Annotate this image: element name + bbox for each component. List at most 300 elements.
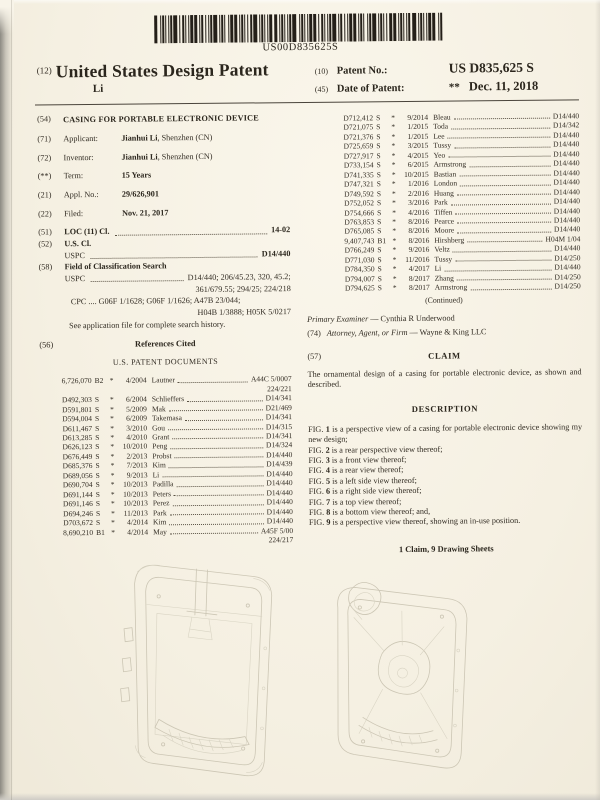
ref-classification: D14/440	[553, 158, 580, 168]
ref-star: *	[392, 273, 397, 283]
figure-description-line: FIG. 7 is a top view thereof;	[308, 496, 402, 507]
ref-date: 8/2017	[408, 282, 430, 293]
ref-number: D794,007	[344, 273, 375, 284]
ref-classification: D14/440	[553, 149, 580, 159]
dot-leader	[444, 263, 551, 271]
ref-classification: D14/440	[553, 130, 580, 140]
ref-inventor-name: Li	[434, 263, 442, 273]
field-label: Field of Classification Search	[64, 261, 167, 272]
claim-header	[307, 349, 581, 362]
loc-classification-row	[38, 226, 290, 239]
ref-inventor-name: Kim	[152, 460, 166, 470]
field-value-bold: 15 Years	[121, 170, 152, 181]
ref-kind-code: S	[94, 395, 100, 405]
ref-number: D594,004	[62, 414, 93, 424]
ref-kind-code: S	[95, 461, 100, 471]
ref-star: *	[109, 404, 114, 414]
ref-date: 9/2014	[407, 112, 429, 122]
ref-kind-code: B2	[94, 376, 104, 386]
dot-leader	[460, 178, 550, 186]
ref-star: *	[392, 226, 397, 236]
ref-star: *	[391, 179, 396, 189]
ref-inventor-name: Lee	[433, 131, 445, 141]
ref-star: *	[110, 480, 115, 490]
ref-number: D749,592	[344, 188, 374, 199]
patent-date-row	[315, 78, 577, 96]
ref-star: *	[391, 160, 396, 170]
right-column	[305, 109, 583, 556]
ref-inventor-name: Grant	[152, 432, 170, 442]
figure-number: 3	[325, 455, 330, 465]
ref-number: D611,467	[62, 423, 93, 433]
invention-title: CASING FOR PORTABLE ELECTRONIC DEVICE	[63, 113, 259, 125]
uspc-label: USPC	[64, 250, 85, 261]
ref-kind-code: S	[377, 245, 382, 255]
ref-date: 8/2016	[408, 226, 430, 236]
figure-number: 5	[325, 476, 331, 486]
ref-inventor-name: May	[153, 526, 167, 536]
ref-star: *	[110, 461, 115, 471]
ref-classification: D14/250	[554, 253, 581, 263]
patent-header	[1, 50, 600, 102]
ref-date: 6/2009	[126, 413, 148, 423]
field-value-bold: 29/626,901	[121, 189, 159, 199]
ref-number: 8,690,210	[63, 527, 94, 537]
ref-number: D741,335	[343, 170, 374, 180]
ref-date: 8/2016	[408, 235, 430, 245]
ref-kind-code: S	[377, 264, 382, 274]
ref-star: *	[391, 131, 396, 142]
figure-description-line: FIG. 1 is a perspective view of a casing for portable electronic device showing my new design;	[308, 422, 583, 445]
field-code: (72)	[37, 153, 52, 163]
field-label: Filed:	[63, 208, 84, 219]
ref-inventor-name: Padilla	[152, 479, 174, 489]
ref-kind-code: S	[376, 160, 381, 170]
ref-classification: D14/440	[553, 186, 580, 197]
ref-kind-code: B1	[96, 527, 105, 537]
ref-number: D691,144	[62, 489, 93, 500]
uspc-row	[38, 249, 290, 262]
dot-leader	[169, 516, 263, 524]
ref-inventor-name: Park	[152, 507, 167, 518]
ref-star: *	[392, 254, 397, 264]
ref-star: *	[111, 527, 116, 537]
ref-number: D754,666	[344, 207, 375, 218]
bibliographic-field-row	[38, 170, 290, 183]
ref-star: *	[392, 235, 397, 246]
ref-number: D492,303	[61, 395, 92, 405]
title-code: (54)	[37, 114, 51, 124]
figure-description-line: FIG. 5 is a left side view thereof;	[308, 475, 417, 486]
ref-star: *	[109, 395, 114, 405]
ref-kind-code: S	[377, 255, 382, 265]
ref-kind-code: S	[95, 470, 100, 480]
ref-date: 4/2010	[126, 432, 148, 442]
dot-leader	[169, 460, 263, 468]
claim-code: (57)	[307, 351, 322, 362]
dot-leader	[459, 168, 550, 176]
ref-classification: D14/324	[265, 440, 293, 450]
ref-classification: D14/440	[266, 468, 293, 479]
ref-kind-code: S	[95, 451, 100, 461]
ref-inventor-name: Peters	[152, 488, 172, 499]
ref-star: *	[110, 442, 115, 452]
ref-number: D626,123	[62, 442, 93, 452]
ref-kind-code: S	[376, 132, 381, 142]
field-cpc-line2: H04B 1/3888; H05K 5/0217	[197, 307, 292, 318]
dot-leader	[170, 526, 258, 534]
ref-kind-code: S	[95, 423, 100, 433]
dot-leader	[187, 394, 262, 402]
bibliographic-field-row	[38, 207, 290, 220]
figure-descriptions	[308, 422, 583, 529]
ref-number: D613,285	[62, 433, 93, 443]
ref-date: 11/2016	[405, 254, 430, 264]
ref-date: 1/2015	[407, 131, 429, 141]
ref-inventor-name: Hirshberg	[434, 235, 465, 245]
dot-leader	[448, 131, 551, 139]
ref-kind-code: S	[377, 283, 382, 293]
field-value: Jianhui Li, Shenzhen (CN)	[121, 132, 213, 143]
ref-inventor-name: Park	[433, 197, 448, 207]
ref-number: 9,407,743	[344, 236, 375, 246]
header-left	[37, 59, 315, 102]
field-value	[122, 207, 290, 219]
ref-date: 11/2013	[123, 508, 148, 518]
dot-leader	[457, 216, 551, 224]
ref-number: D763,853	[344, 217, 375, 227]
ref-date: 6/2004	[125, 394, 147, 404]
attorney-code: (74)	[307, 328, 321, 338]
patent-date-code: (45)	[314, 84, 329, 94]
figure-number: 8	[326, 507, 331, 517]
ref-kind-code: S	[95, 518, 101, 528]
ref-date: 5/2009	[126, 404, 147, 414]
ref-classification: D14/440	[266, 450, 293, 460]
ref-date: 4/2014	[127, 527, 149, 537]
ref-kind-code: S	[376, 198, 382, 208]
ref-date: 4/2016	[408, 207, 430, 217]
ref-number: D747,321	[343, 179, 374, 189]
ref-classification: D14/440	[266, 497, 293, 507]
ref-kind-code: S	[377, 217, 382, 227]
ref-kind-code: S	[376, 141, 381, 151]
figure-description-line: FIG. 4 is a rear view thereof;	[308, 465, 404, 476]
ref-kind-code: S	[376, 188, 382, 198]
ref-inventor-name: Tiffen	[433, 207, 453, 217]
ref-star: *	[110, 413, 114, 423]
figure-drawing-front-perspective	[101, 548, 308, 800]
ref-classification: D14/440	[553, 224, 581, 235]
dot-leader	[467, 235, 542, 243]
attorney-label: Attorney, Agent, or Firm	[326, 327, 408, 338]
ref-date: 4/2004	[125, 375, 147, 385]
ref-classification: D14/440	[266, 478, 293, 488]
dot-leader	[451, 121, 550, 129]
ref-date: 3/2015	[407, 141, 429, 151]
ref-star: *	[391, 113, 396, 123]
reference-row	[331, 281, 581, 293]
ref-star: *	[110, 470, 115, 480]
figure-number: 4	[325, 466, 330, 476]
uspc-value: D14/440	[261, 248, 291, 259]
photo-edge-right	[595, 0, 600, 800]
patent-number-row	[315, 59, 577, 78]
loc-label: LOC (11) Cl.	[64, 227, 110, 237]
continued-note: (Continued)	[424, 295, 463, 305]
ref-number: D727,917	[343, 151, 374, 161]
dot-leader	[455, 206, 550, 214]
ref-inventor-name: Yeo	[433, 150, 446, 160]
dot-leader	[448, 149, 550, 157]
us-cl-row	[38, 237, 290, 250]
ref-number: D771,030	[344, 255, 375, 265]
figure-description-line: FIG. 6 is a right side view thereof;	[308, 486, 422, 497]
dot-leader	[169, 403, 263, 411]
figure-description-line: FIG. 3 is a front view thereof;	[308, 454, 407, 465]
field-uspc-line1: D14/440; 206/45.23, 320, 45.2;	[187, 272, 291, 283]
claim-title: CLAIM	[428, 350, 461, 361]
primary-examiner-value: — Cynthia R Underwood	[370, 313, 455, 324]
references-cited-header	[39, 338, 291, 351]
ref-classification: D14/440	[266, 506, 293, 516]
field-code: (**)	[37, 171, 52, 181]
ref-inventor-name: Tussy	[433, 140, 452, 151]
dot-leader	[454, 140, 550, 148]
bibliographic-fields	[37, 132, 290, 219]
ref-classification: D14/440	[554, 243, 581, 253]
ref-inventor-name: Gou	[152, 422, 166, 433]
barcode-bars-icon	[150, 13, 450, 44]
field-label: Appl. No.:	[63, 190, 99, 200]
ref-number: 6,726,070	[61, 376, 92, 386]
ref-date: 4/2015	[407, 150, 429, 160]
dot-leader	[451, 197, 551, 205]
page-crease-line	[11, 0, 12, 800]
ref-inventor-name: Veltz	[434, 244, 450, 255]
invention-title-section	[37, 112, 289, 125]
header-right	[315, 56, 577, 99]
description-header: DESCRIPTION	[411, 403, 479, 415]
ref-star: *	[110, 423, 115, 433]
ref-number: D784,350	[344, 264, 375, 274]
dot-leader	[185, 412, 263, 420]
claim-text: The ornamental design of a casing for portable electronic device, as shown and described.	[307, 367, 582, 389]
ref-number: D766,249	[344, 245, 375, 255]
field-code: (21)	[37, 190, 52, 200]
field-value	[122, 188, 290, 200]
figure-number: 2	[325, 445, 330, 455]
ref-kind-code: S	[377, 273, 382, 283]
ref-kind-code: S	[376, 169, 381, 179]
ref-star: *	[110, 489, 115, 499]
ref-date: 4/2014	[127, 517, 149, 527]
ref-inventor-name: Lautner	[151, 375, 176, 385]
patent-date-label: Date of Patent:	[336, 83, 405, 95]
us-cl-label: U.S. Cl.	[64, 239, 92, 249]
ref-inventor-name: Huang	[433, 188, 454, 198]
dot-leader	[91, 249, 258, 259]
ref-classification: D14/440	[552, 111, 580, 121]
ref-date: 3/2016	[408, 197, 429, 208]
loc-value: 14-02	[271, 225, 291, 235]
dot-leader	[174, 450, 263, 458]
ref-star: *	[392, 245, 397, 255]
photo-edge-top	[0, 0, 600, 4]
ref-number: D712,412	[343, 113, 374, 123]
ref-date: 3/2010	[126, 423, 148, 433]
references-list-left	[48, 374, 294, 546]
dot-leader	[454, 112, 550, 120]
ref-inventor-name: Kim	[152, 517, 167, 527]
primary-examiner-line	[307, 313, 581, 326]
uspc-indent	[38, 251, 64, 261]
references-title: References Cited	[134, 338, 196, 349]
ref-inventor-name: Tussy	[434, 254, 453, 264]
ref-classification: D14/440	[553, 215, 581, 225]
ref-classification: D14/341	[265, 412, 293, 422]
ref-date: 9/2016	[408, 245, 430, 255]
ref-kind-code: S	[95, 432, 100, 443]
ref-number: D733,154	[343, 160, 374, 170]
figure-description-line: FIG. 2 is a rear perspective view thereof;	[308, 444, 443, 455]
ref-star: *	[391, 188, 396, 198]
figure-number: 6	[325, 486, 331, 496]
dot-leader	[162, 469, 263, 477]
ref-inventor-name: Li	[152, 470, 160, 480]
patent-date-value	[449, 78, 577, 94]
ref-kind-code: S	[376, 207, 382, 217]
field-uspc-line2: 361/679.55; 294/25; 224/218	[195, 283, 291, 294]
figure-drawing-rear-perspective	[297, 560, 499, 800]
ref-number: D721,376	[343, 132, 374, 142]
ref-classification: D14/341	[265, 393, 292, 403]
figure-number: 1	[325, 424, 330, 434]
field-value-bold: Nov. 21, 2017	[121, 208, 169, 218]
ref-number: D691,146	[62, 499, 93, 509]
ref-classification: D14/341	[265, 431, 293, 441]
primary-examiner-label: Primary Examiner	[307, 314, 369, 325]
drawing-sheet-preview	[5, 541, 600, 800]
patent-number-value: US D835,625 S	[448, 59, 534, 76]
ref-kind-code: S	[376, 179, 381, 189]
ref-date: 8/2016	[408, 216, 430, 226]
dot-leader	[455, 253, 551, 261]
doc-type-code: (12)	[36, 65, 52, 76]
ref-star: *	[110, 432, 115, 442]
ref-star: *	[110, 451, 115, 461]
us-patent-documents-header: U.S. PATENT DOCUMENTS	[112, 357, 219, 368]
ref-number: D721,075	[343, 122, 374, 133]
dot-leader	[115, 226, 267, 236]
ref-inventor-name: Bastian	[433, 169, 457, 179]
ref-classification: D14/440	[553, 196, 580, 206]
field-code: (71)	[37, 134, 52, 144]
ref-inventor-name: Moore	[434, 225, 455, 236]
ref-kind-code: S	[95, 442, 100, 452]
ref-star: *	[391, 150, 396, 160]
ref-number: D725,659	[343, 141, 374, 151]
bibliographic-field-row	[37, 151, 289, 164]
ref-inventor-name: Peng	[152, 441, 168, 451]
ref-date: 10/2013	[123, 479, 148, 490]
dot-leader	[170, 441, 263, 449]
bibliographic-field-row	[38, 188, 290, 201]
field-value	[122, 170, 290, 182]
ref-classification: D14/315	[265, 421, 293, 431]
ref-kind-code: S	[377, 226, 382, 236]
ref-inventor-name: Probst	[152, 451, 172, 461]
ref-number: D703,672	[63, 518, 94, 528]
ref-classification: D14/440	[553, 139, 580, 149]
ref-kind-code: S	[95, 489, 100, 499]
term-extension-mark: **	[448, 81, 460, 94]
ref-inventor-name: Mak	[151, 403, 166, 414]
bibliographic-field-row	[37, 132, 289, 145]
ref-kind-code: S	[94, 404, 100, 414]
ref-star: *	[392, 264, 397, 274]
ref-number: D765,085	[344, 226, 375, 237]
ref-classification: D14/440	[553, 168, 580, 178]
ref-star: *	[392, 283, 397, 293]
attorney-line	[307, 326, 581, 339]
claims-sheets-summary: 1 Claim, 9 Drawing Sheets	[398, 543, 494, 554]
ref-classification-continued: 224/217	[268, 535, 294, 545]
ref-star: *	[391, 141, 396, 151]
field-label: Term:	[63, 171, 84, 181]
patent-date-text: Dec. 11, 2018	[468, 78, 539, 94]
field-label: Applicant:	[63, 134, 98, 144]
ref-number: D794,625	[344, 283, 375, 293]
ref-star: *	[392, 198, 396, 208]
ref-date: 2/2016	[407, 188, 429, 198]
ref-date: 1/2016	[407, 178, 429, 189]
ref-inventor-name: Perez	[152, 498, 170, 508]
figure-number: 7	[326, 497, 331, 507]
ref-kind-code: S	[94, 414, 100, 424]
ref-star: *	[392, 217, 397, 227]
figure-number: 9	[326, 518, 331, 528]
dot-leader	[470, 282, 551, 290]
ref-classification: D14/439	[266, 459, 293, 469]
ref-date: 8/2017	[408, 273, 430, 283]
ref-star: *	[391, 169, 396, 179]
field-uspc-indent	[39, 274, 65, 284]
field-value-bold: Jianhui Li	[121, 133, 158, 143]
ref-classification: A44C 5/0007	[250, 374, 292, 384]
ref-number: D591,801	[62, 404, 92, 414]
ref-date: 1/2015	[407, 122, 429, 132]
ref-inventor-name: Takemasa	[151, 413, 182, 423]
ref-inventor-name: Armstrong	[433, 159, 467, 169]
ref-inventor-name: London	[433, 178, 458, 188]
dot-leader	[172, 498, 263, 506]
dot-leader	[172, 431, 263, 439]
ref-date: 7/2013	[126, 460, 148, 471]
ref-star: *	[110, 498, 115, 509]
ref-date: 6/2015	[407, 160, 429, 170]
dot-leader	[178, 375, 248, 383]
ref-inventor-name: Toda	[433, 122, 449, 132]
inventor-surname: Li	[92, 82, 104, 95]
dot-leader	[457, 187, 551, 195]
references-list-right	[329, 111, 581, 293]
ref-kind-code: S	[95, 480, 100, 490]
ref-classification: A45F 5/00	[260, 525, 294, 535]
ref-date: 2/2013	[126, 451, 148, 461]
references-code: (56)	[39, 340, 54, 350]
dot-leader	[91, 273, 184, 282]
